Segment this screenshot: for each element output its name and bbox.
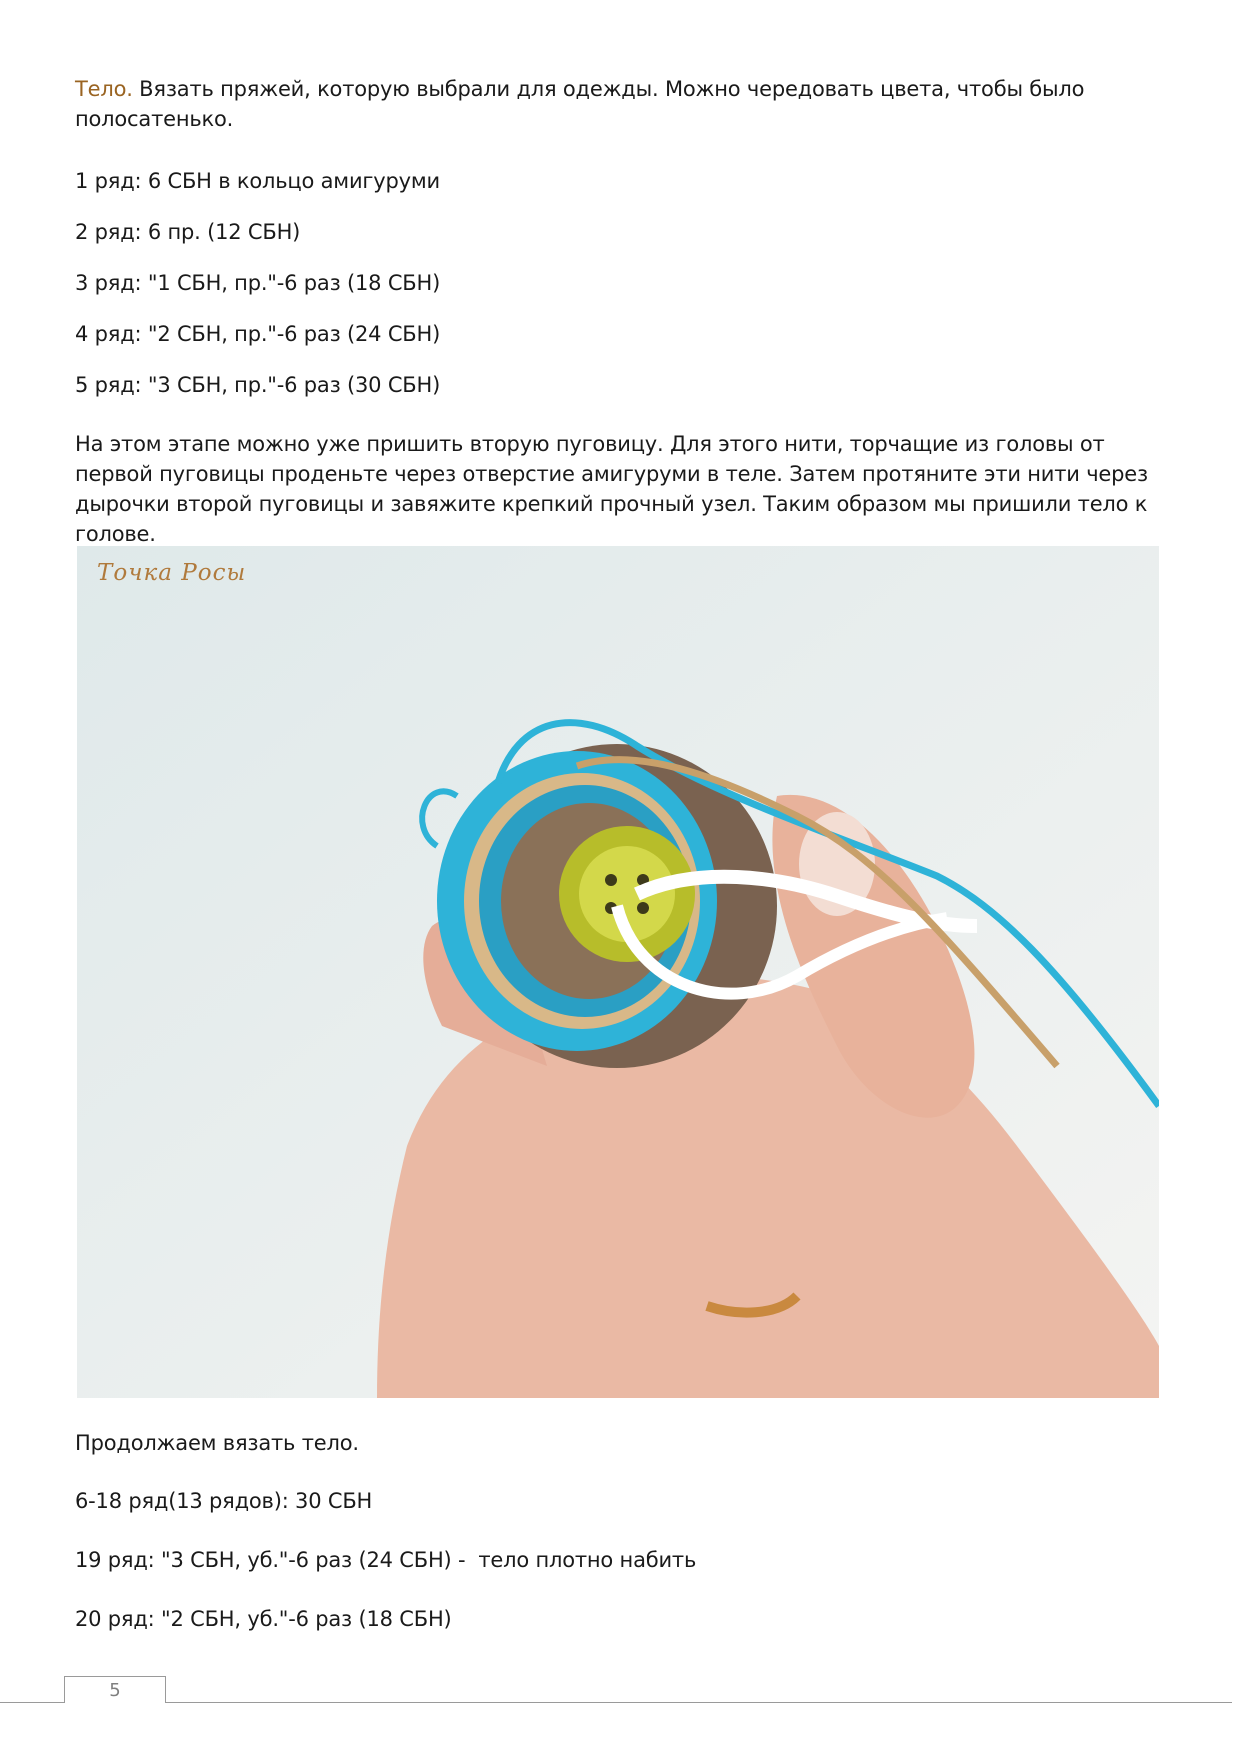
row-line: 19 ряд: "3 СБН, уб."-6 раз (24 СБН) - тело плотно набить — [75, 1548, 697, 1572]
photo-watermark: Точка Росы — [97, 560, 247, 586]
button-hole — [605, 874, 617, 886]
row-line: 5 ряд: "3 СБН, пр."-6 раз (30 СБН) — [75, 373, 441, 397]
page-number: 5 — [64, 1676, 166, 1703]
row-line: 20 ряд: "2 СБН, уб."-6 раз (18 СБН) — [75, 1607, 452, 1631]
photo-illustration — [77, 546, 1159, 1398]
crochet-photo — [77, 546, 1159, 1398]
intro-text: Вязать пряжей, которую выбрали для одежды. Можно чередовать цвета, чтобы было полосатенько. — [75, 77, 1085, 131]
row-line: 6-18 ряд(13 рядов): 30 СБН — [75, 1489, 373, 1513]
button-hole — [637, 902, 649, 914]
continue-paragraph: Продолжаем вязать тело. — [75, 1431, 359, 1455]
footer-rule — [0, 1702, 1232, 1703]
row-line: 4 ряд: "2 СБН, пр."-6 раз (24 СБН) — [75, 322, 441, 346]
row-line: 2 ряд: 6 пр. (12 СБН) — [75, 220, 301, 244]
section-title: Тело. — [75, 77, 133, 101]
intro-paragraph — [75, 74, 1155, 134]
row-line: 3 ряд: "1 СБН, пр."-6 раз (18 СБН) — [75, 271, 441, 295]
button-instructions: На этом этапе можно уже пришить вторую пуговицу. Для этого нити, торчащие из головы от первой пуговицы проденьте через отверстие амигуруми в теле. Затем протяните эти нити через дырочки второй пуговицы и завяжите крепкий прочный узел. Таким образом мы пришили тело к голове. — [75, 432, 1148, 546]
row-line: 1 ряд: 6 СБН в кольцо амигуруми — [75, 169, 440, 193]
